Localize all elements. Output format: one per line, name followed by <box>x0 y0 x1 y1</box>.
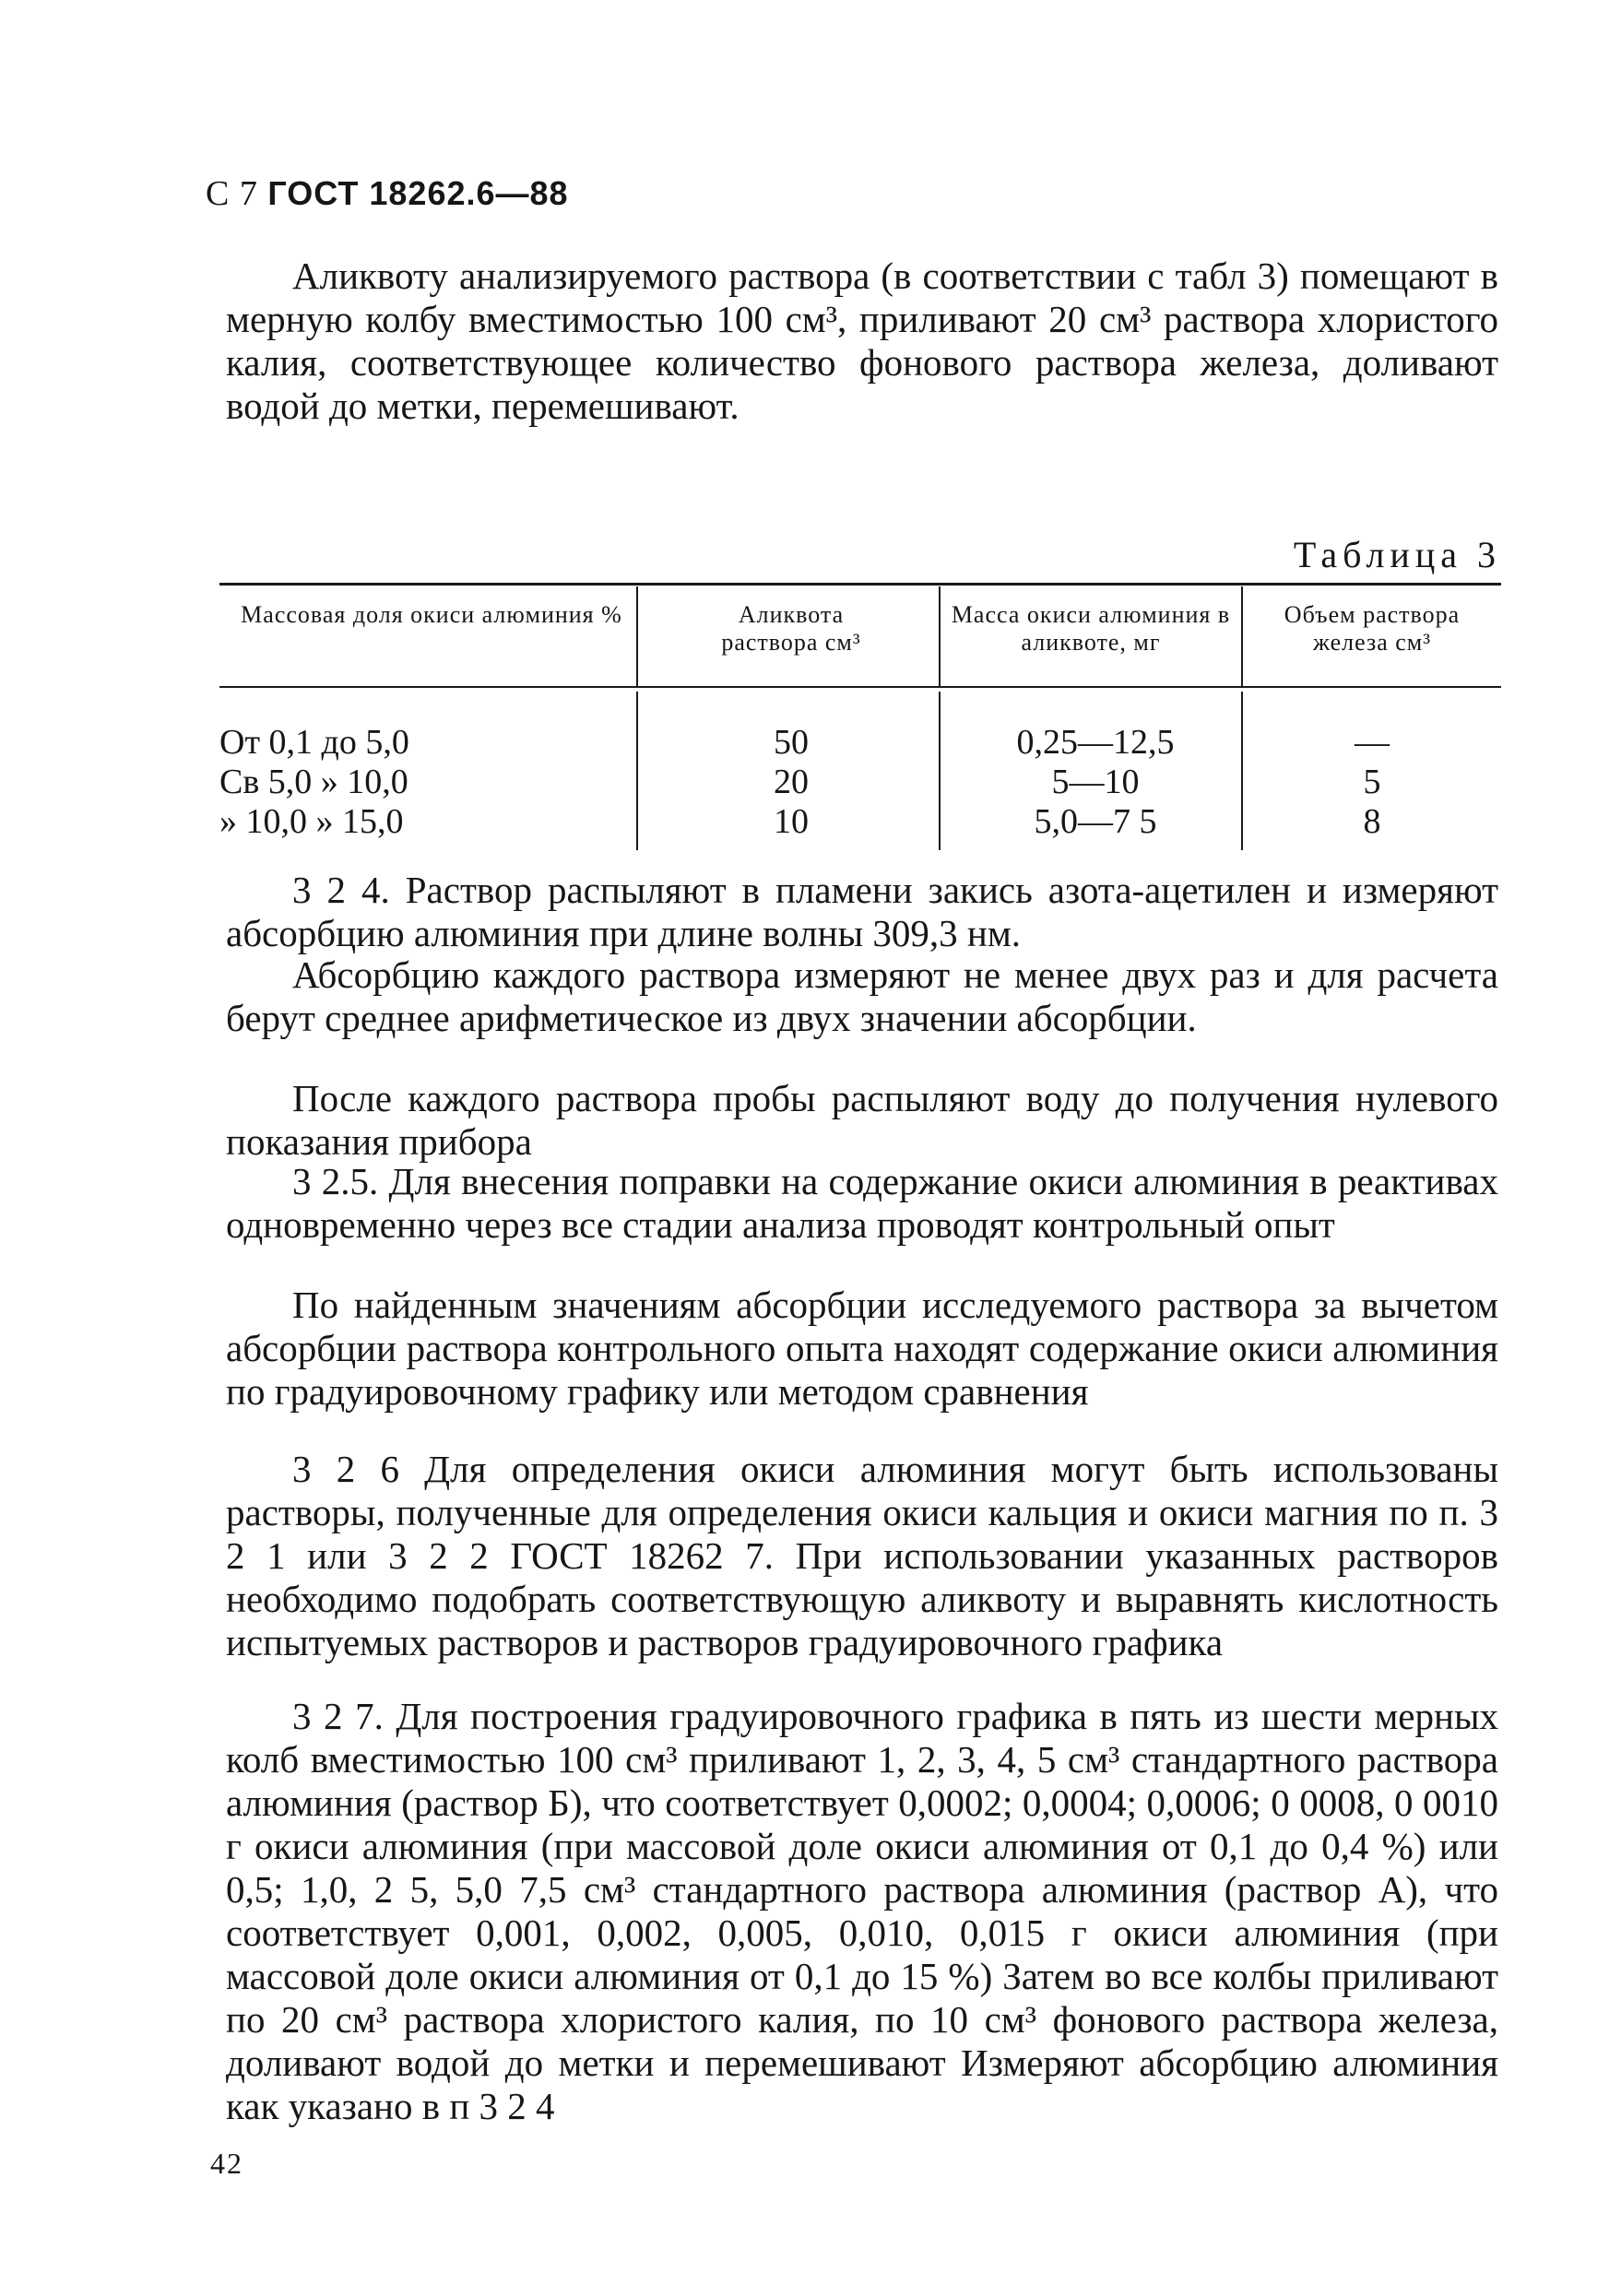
page-number: 42 <box>210 2147 243 2180</box>
table-header-cell: Аликвота раствора см³ <box>721 601 861 656</box>
table-divider <box>939 692 941 850</box>
paragraph-3-2-5: 3 2.5. Для внесения поправки на содержание окиси алюминия в реактивах одновременно через все стадии анализа проводят контрольный опыт <box>226 1160 1498 1246</box>
paragraph-zero-reading: После каждого раствора пробы распыляют воду до получения нулевого показания прибора <box>226 1077 1498 1163</box>
paragraph-3-2-6: 3 2 6 Для определения окиси алюминия могут быть использованы растворы, полученные для определения окиси кальция и окиси магния по п. 3 2 1 или 3 2 2 ГОСТ 18262 7. При использовании указанных растворов необходимо подобрать соответствующую аликвоту и выравнять кислотность испытуемых растворов и растворов градуировочного графика <box>226 1448 1498 1663</box>
table-divider <box>1241 586 1243 686</box>
paragraph-absorption: Абсорбцию каждого раствора измеряют не менее двух раз и для расчета берут среднее арифметическое из двух значении абсорбции. <box>226 953 1498 1039</box>
table-header-rule <box>219 686 1501 688</box>
paragraph-3-2-7: 3 2 7. Для построения градуировочного графика в пять из шести мерных колб вместимостью 100 см³ приливают 1, 2, 3, 4, 5 см³ стандартного раствора алюминия (раствор Б), что соответствует 0,0002; 0,0004; 0,0006; 0 0008, 0 0010 г окиси алюминия (при массовой доле окиси алюминия от 0,1 до 0,4 %) или 0,5; 1,0, 2 5, 5,0 7,5 см³ стандартного раствора алюминия (раствор А), что соответствует 0,001, 0,002, 0,005, 0,010, 0,015 г окиси алюминия (при массовой доле окиси алюминия от 0,1 до 15 %) Затем во все колбы приливают по 20 см³ раствора хлористого калия, по 10 см³ фонового раствора железа, доливают водой до метки и перемешивают Измеряют абсорбцию алюминия как указано в п 3 2 4 <box>226 1695 1498 2127</box>
intro-paragraph: Аликвоту анализируемого раствора (в соответствии с табл 3) помещают в мерную колбу вместимостью 100 см³, приливают 20 см³ раствора хлористого калия, соответствующее количество фонового раствора железа, доливают водой до метки, перемешивают. <box>226 254 1498 427</box>
table-header-cell: Масса окиси алюминия в аликвоте, мг <box>951 601 1231 656</box>
table-cell: 50 <box>774 723 809 762</box>
table-column-aliquot <box>717 723 865 842</box>
table-header-cell: Массовая доля окиси алюминия % <box>241 601 622 628</box>
table-divider <box>939 586 941 686</box>
page-header <box>206 173 569 214</box>
table-cell: 20 <box>774 763 809 801</box>
table-column-iron-volume <box>1252 723 1492 842</box>
page-label: С 7 <box>206 174 258 213</box>
table-cell: — <box>1355 723 1390 762</box>
table-cell: От 0,1 до 5,0 <box>219 723 409 762</box>
table-cell: 10 <box>774 802 809 841</box>
data-table <box>219 583 1501 850</box>
table-cell: Св 5,0 » 10,0 <box>219 763 408 801</box>
table-column-range <box>219 723 625 842</box>
table-column-mass <box>957 723 1234 842</box>
standard-number: ГОСТ 18262.6—88 <box>267 174 569 212</box>
table-cell: 5,0—7 5 <box>1034 802 1157 841</box>
table-cell: 5 <box>1363 763 1381 801</box>
table-cell: 5—10 <box>1051 763 1140 801</box>
paragraph-found-values: По найденным значениям абсорбции исследуемого раствора за вычетом абсорбции раствора контрольного опыта находят содержание окиси алюминия по градуировочному графику или методом сравнения <box>226 1284 1498 1413</box>
table-caption: Таблица 3 <box>1293 534 1501 575</box>
table-divider <box>636 692 638 850</box>
table-cell: 8 <box>1363 802 1381 841</box>
table-cell: 0,25—12,5 <box>1016 723 1175 762</box>
table-cell: » 10,0 » 15,0 <box>219 802 404 841</box>
paragraph-3-2-4: 3 2 4. Раствор распыляют в пламени закись азота-ацетилен и измеряют абсорбцию алюминия при длине волны 309,3 нм. <box>226 869 1498 954</box>
table-divider <box>636 586 638 686</box>
table-header-cell: Объем раствора железа см³ <box>1284 601 1461 656</box>
table-top-rule <box>219 583 1501 586</box>
table-divider <box>1241 692 1243 850</box>
